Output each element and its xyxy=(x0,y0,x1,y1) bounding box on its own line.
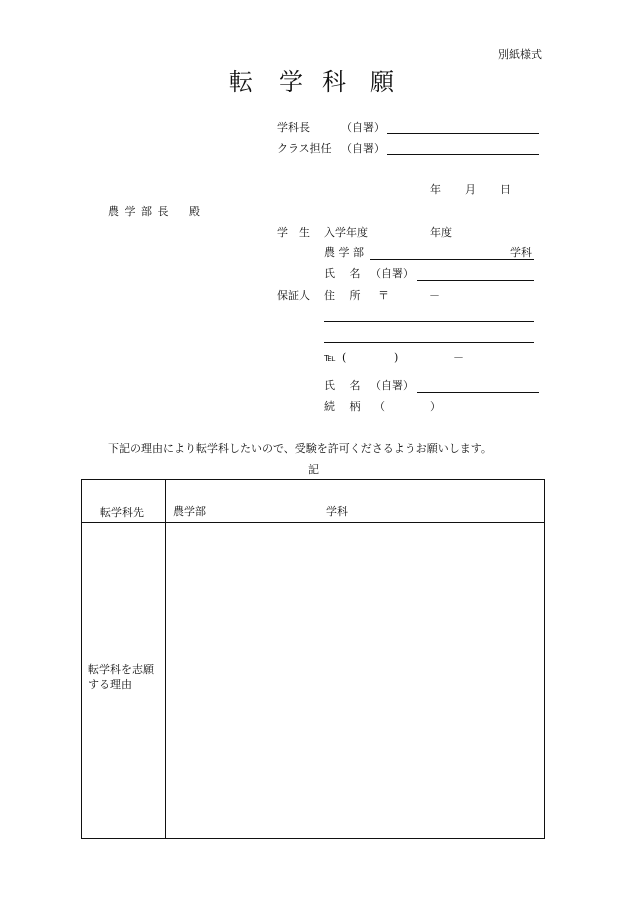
student-label: 学 生 xyxy=(277,226,310,239)
transfer-table xyxy=(81,479,545,839)
student-name-field[interactable] xyxy=(417,280,534,281)
entry-year-label: 入学年度 xyxy=(324,226,368,239)
addressee-name: 農 学 部 長 xyxy=(108,205,170,218)
addressee-honorific: 殿 xyxy=(189,205,200,218)
guarantor-sign-label: （自署） xyxy=(370,379,414,392)
relation-open-paren: （ xyxy=(374,400,385,413)
student-department-field[interactable] xyxy=(370,259,534,260)
guarantor-name-label: 氏 名 xyxy=(324,379,361,392)
tel-close-paren: ) xyxy=(394,351,399,364)
dept-head-sign-label: （自署） xyxy=(341,121,385,134)
relation-close-paren: ） xyxy=(430,400,441,413)
student-name-label: 氏 名 xyxy=(324,267,361,280)
dept-head-signature-field[interactable] xyxy=(387,133,539,134)
relation-label: 続 柄 xyxy=(324,400,361,413)
guarantor-label: 保証人 xyxy=(277,289,310,302)
date-day-label: 日 xyxy=(500,183,511,196)
title-char: 願 xyxy=(370,68,394,96)
page-title xyxy=(0,70,630,98)
row2-label-line2: する理由 xyxy=(88,677,132,691)
entry-year-unit: 年度 xyxy=(430,226,452,239)
class-teacher-label: クラス担任 xyxy=(277,142,332,155)
title-char: 科 xyxy=(322,68,346,96)
table-row xyxy=(82,480,545,523)
tel-label: ℡ xyxy=(324,351,336,364)
tel-open-paren: ( xyxy=(342,351,347,364)
date-year-label: 年 xyxy=(430,183,441,196)
postal-dash: － xyxy=(429,289,440,302)
form-id-label: 別紙様式 xyxy=(498,48,542,61)
row1-label-cell xyxy=(82,480,166,523)
request-statement: 下記の理由により転学科したいので、受験を許可くださるようお願いします。 xyxy=(108,442,492,455)
student-faculty-label: 農 学 部 xyxy=(324,246,364,259)
reason-field[interactable] xyxy=(166,523,545,839)
row1-department: 学科 xyxy=(326,505,348,518)
dept-head-label: 学科長 xyxy=(277,121,310,134)
table-row xyxy=(82,523,545,839)
title-char: 学 xyxy=(279,68,303,96)
guarantor-name-field[interactable] xyxy=(417,392,539,393)
tel-dash: － xyxy=(453,351,464,364)
ki-label: 記 xyxy=(308,463,319,476)
row1-value-cell[interactable] xyxy=(166,480,545,523)
guarantor-address-label: 住 所 xyxy=(324,289,361,302)
row2-label-line1: 転学科を志願 xyxy=(88,662,154,676)
title-char: 転 xyxy=(229,68,253,96)
row1-faculty: 農学部 xyxy=(173,505,206,518)
row1-label: 転学科先 xyxy=(100,506,144,519)
address-line-2-field[interactable] xyxy=(324,342,534,343)
address-line-1-field[interactable] xyxy=(324,321,534,322)
student-department-suffix: 学科 xyxy=(510,246,532,259)
date-month-label: 月 xyxy=(465,183,476,196)
student-sign-label: （自署） xyxy=(370,267,414,280)
class-teacher-signature-field[interactable] xyxy=(387,154,539,155)
postal-mark: 〒 xyxy=(378,289,389,302)
row2-label-cell xyxy=(82,523,166,839)
class-teacher-sign-label: （自署） xyxy=(341,142,385,155)
